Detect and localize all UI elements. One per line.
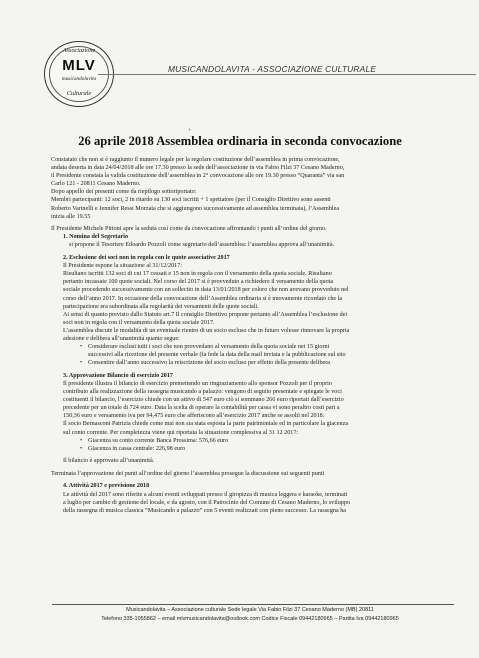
list-item: • Consentire dall’anno successivo la reiscrizione del socio escluso per effetto della presente delibera bbox=[80, 360, 331, 367]
section-4-line: Le attività del 2017 sono riferite a alcuni eventi sviluppati presso il giropizza di musica leggera e karaoke, terminati bbox=[63, 491, 348, 498]
section-2-line: Ai sensi di quanto previsto dallo Statuto art.7 Il consiglio Direttivo propone pertanto all’Assemblea l’esclusione dei bbox=[63, 311, 348, 318]
section-3-line: Il presidente illustra il bilancio di esercizio premettendo un ringraziamento allo sponsor Pozzoli per il proprio bbox=[63, 380, 332, 387]
intro-paragraph bbox=[51, 156, 456, 221]
section-2-line: Il Presidente espone la situazione al 31/12/2017: bbox=[63, 263, 183, 270]
header-divider bbox=[98, 74, 476, 75]
section-3-line: sul conto corrente. Per completezza viene qui riportata la situazione complessiva al 31 12 2017: bbox=[63, 429, 299, 436]
list-item: • Giacenza su conto corrente Banca Prossima: 576,66 euro bbox=[80, 437, 229, 444]
section-3-line: contributo alla realizzazione della rassegna musicando a palazzo: vengono di seguito presentate e spiegate le voci bbox=[63, 389, 342, 396]
section-3-body bbox=[51, 380, 456, 465]
intro-line: Membri partecipanti: 12 soci, 2 in ritardo su 130 soci iscritti + 1 spettatore (per il Consiglio Direttivo sono assenti bbox=[51, 197, 331, 204]
section-2-line: pertanto incassate 100 quote sociali. Nel corso del 2017 si è provveduto a richiedere il versamento della quota bbox=[63, 279, 334, 286]
intro-line: Roberto Varinelli e Jennifer Ressi Morzata che si aggiungono successivamente ad assemblea terminata), l’Assemblea bbox=[51, 205, 340, 212]
intro-line: Constatato che non si è raggiunto il numero legale per la regolare costituzione dell’assemblea in prima convocazione, bbox=[51, 157, 340, 163]
section-4-heading: 4. Attività 2017 e previsione 2018 bbox=[63, 483, 150, 490]
bullet-icon: • bbox=[80, 437, 83, 444]
footer-contacts: Telefono 335-1055862 – email mlvmusicandolavita@outlook.com Codice Fiscale 09442180965 – Partita Iva 09442180965 bbox=[101, 616, 399, 622]
logo-sub-text: musicandolavita bbox=[61, 76, 97, 82]
section-2-line: Risultano iscritti 132 soci di cui 17 cessati e 15 non in regola con il versamento della quota sociale. Risultano bbox=[63, 271, 332, 278]
section-2-heading: 2. Esclusione dei soci non in regola con le quote associative 2017 bbox=[63, 255, 230, 262]
section-2-line: adesione e delibera all’unanimità quanto segue: bbox=[63, 335, 180, 342]
section-2-body bbox=[51, 262, 456, 367]
list-item: • Giacenza in cassa centrale: 226,98 euro bbox=[80, 445, 186, 452]
footer-address: Musicandolavita – Associazione culturale Sede legale Via Fabio Filzi 37 Cesano Maderno (MB) 20811 bbox=[126, 607, 374, 613]
logo-main-text: MLV bbox=[62, 57, 96, 74]
intro-line: il Presidente constata la valida costituzione dell’assemblea in 2° convocazione alle ore 19.30 presso “Quaranta” via san bbox=[51, 173, 345, 180]
bullet-icon: • bbox=[80, 445, 83, 452]
intro-line: andata deserta in data 24/04/2018 alle ore 17.30 presso la sede dell’associazione in via Fabio Filzi 37 Cesano Maderno, bbox=[51, 165, 345, 172]
stray-mark: + bbox=[188, 128, 192, 134]
section-2-line: sociale procedendo successivamente con un sollecito in data 13/01/2018 per coloro che non avevano provveduto nel bbox=[63, 287, 349, 294]
section-3-line: precedente per un totale di 724 euro. Data la scelta di operare la contabilità per cassa vi sono peraltro costi pari a bbox=[63, 405, 340, 412]
section-4-line: della rassegna di musica classica “Musicando a palazzo” con 5 eventi realizzati con pieno successo. La rassegna ha bbox=[63, 507, 347, 514]
section-1-heading: 1. Nomina del Segretario bbox=[63, 234, 129, 241]
approval-line: Il bilancio è approvato all’unanimità. bbox=[63, 458, 155, 465]
bullet-icon: • bbox=[80, 344, 83, 351]
closing-line: Terminata l’approvazione dei punti all’ordine del giorno l’assemblea prosegue la discussione sui seguenti punti bbox=[51, 470, 325, 477]
opening-line: Il Presidente Michele Pittoni apre la seduta così come da convocazione affrontando i punti all’ordine del giorno. bbox=[51, 226, 327, 233]
section-3-line: costituenti il bilancio, l’esercizio chiude con un attivo di 547 euro ciò si sommano 266 euro riportati dall’esercizio bbox=[63, 397, 344, 404]
intro-line: inizia alle 19.55 bbox=[51, 213, 91, 220]
logo-top-text: Associazione bbox=[62, 47, 96, 54]
section-1-text: si propone il Tesoriere Edoardo Pozzoli come segretario dell’assemblea: l’assemblea approva all’unanimità. bbox=[69, 242, 335, 249]
section-2-line: soci non in regola con il versamento della quota sociale 2017. bbox=[63, 319, 215, 326]
intro-line: Dopo appello dei presenti come da riepilogo sottoriportato: bbox=[51, 189, 197, 196]
intro-line: Carlo 121 - 20811 Cesano Maderno. bbox=[51, 181, 141, 188]
footer-divider bbox=[52, 604, 454, 605]
logo-bottom-text: Culturale bbox=[66, 90, 92, 97]
document-body bbox=[51, 156, 456, 515]
section-3-heading: 3. Approvazione Bilancio di esercizio 2017 bbox=[63, 372, 173, 379]
document-title: 26 aprile 2018 Assemblea ordinaria in seconda convocazione bbox=[78, 134, 402, 148]
section-3-line: 150,36 euro e versamento iva per 94,475 euro che afferiscono all’esercizio 2017 anche se assolti nel 2018. bbox=[63, 413, 325, 420]
header-org-name: MUSICANDOLAVITA - ASSOCIAZIONE CULTURALE bbox=[168, 64, 377, 74]
section-4-line: a luglio per cambio di gestione del locale, e da agosto, con il Patrocinio del Comune di Cesano Maderno, lo sviluppo bbox=[63, 499, 351, 506]
section-4-body bbox=[51, 491, 456, 515]
section-2-line: partecipazione era subordinata alla regolarità dei versamenti delle quote sociali. bbox=[63, 303, 259, 310]
list-item: • Considerare esclusi tutti i soci che non provvedano al versamento della quota sociale nei 15 giorni successivi alla ricezione del presente verbale (fa fede la data della mail inviata e la pubblicazione sul sito bbox=[80, 344, 346, 359]
section-2-line: L’assemblea discute le modalità di un eventuale rientro di un socio escluso che in futuro volesse rinnovare la propria bbox=[63, 327, 350, 334]
bullet-icon: • bbox=[80, 360, 83, 367]
section-2-line: corso dell’anno 2017. In occasione della convocazione dell’Assemblea ordinaria si è nuovamente ricordato che la bbox=[63, 295, 343, 302]
section-3-line: Il socio Bernasconi Patrizia chiede come mai non sia stata esposta la parte patrimoniale ed in particolare la giacenza bbox=[63, 421, 349, 428]
